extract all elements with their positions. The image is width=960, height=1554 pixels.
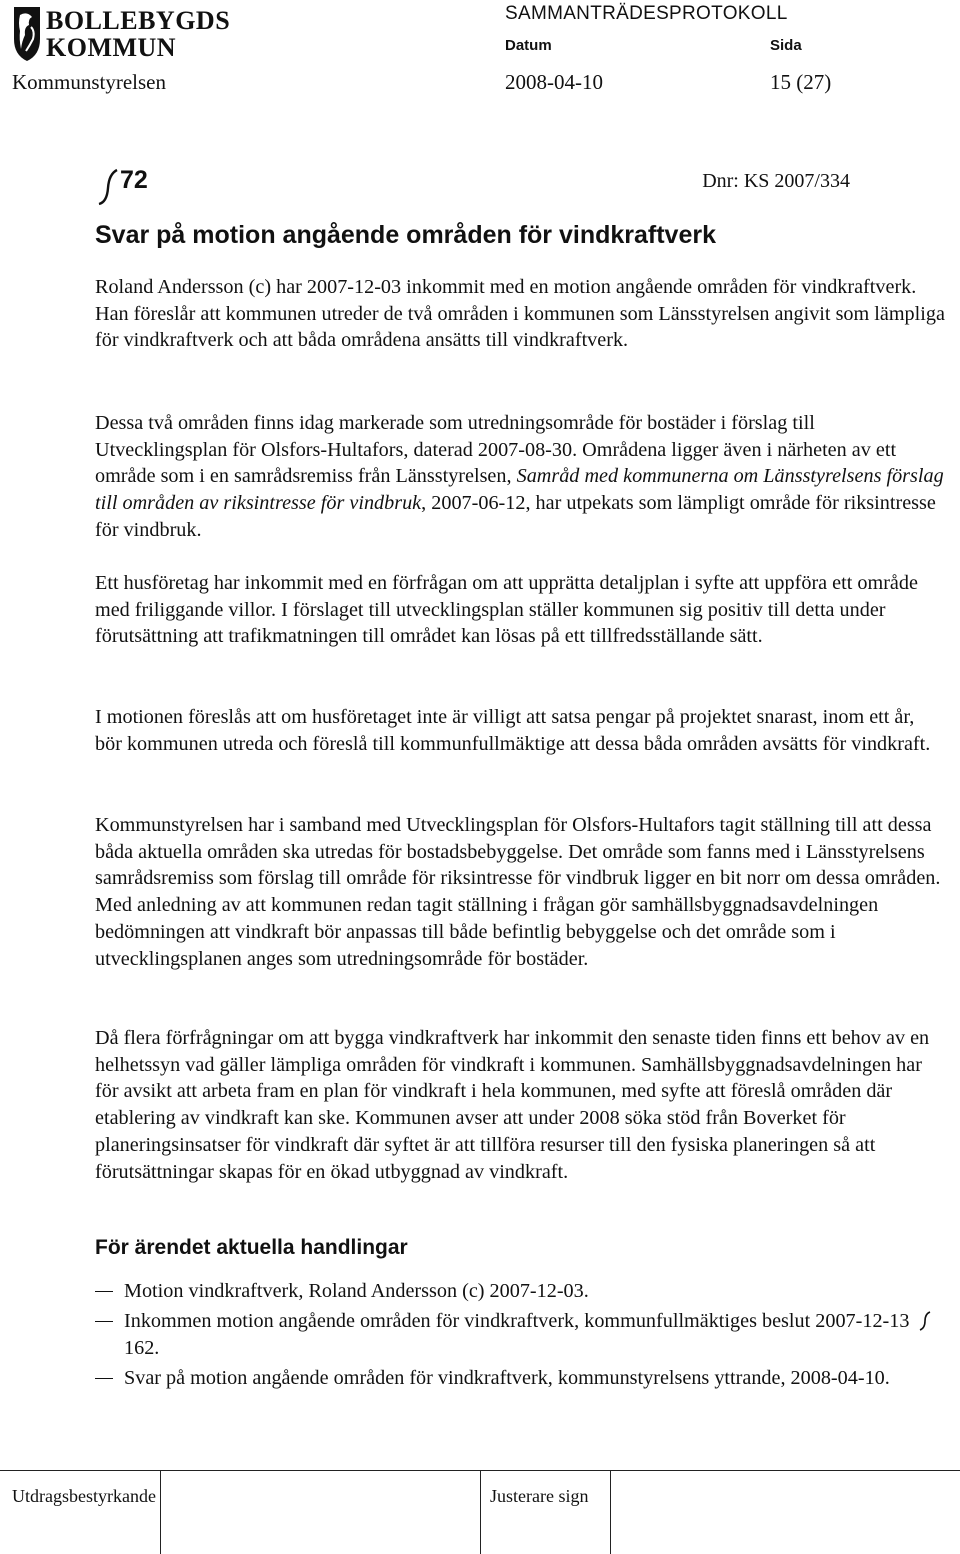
footer-column-divider (480, 1470, 481, 1554)
list-item-ref: 162. (124, 1337, 160, 1359)
paragraph-4-text: I motionen föreslås att om husföretaget inte är villigt att satsa pengar på projektet snarast, inom ett år, bör kommunen utreda och föreslå till kommunfullmäktige att dessa båda områden avsätts för vindkraft. (95, 706, 931, 755)
paragraph-6 (95, 1025, 945, 1185)
paragraph-2-text (95, 410, 945, 544)
dash-bullet-icon (95, 1291, 113, 1292)
municipality-logo (12, 5, 252, 67)
list-item-text: Inkommen motion angående områden för vindkraftverk, kommunfullmäktiges beslut 2007-12-13 (124, 1310, 910, 1332)
governing-body: Kommunstyrelsen (12, 70, 166, 94)
paragraph-sign-icon (917, 1310, 933, 1332)
footer-signature-box-divider (610, 1470, 611, 1554)
extract-certification-label: Utdragsbestyrkande (12, 1486, 156, 1506)
paragraph-2 (95, 410, 945, 544)
paragraph-1-text: Roland Andersson (c) har 2007-12-03 inkommit med en motion angående områden för vindkraftverk. Han föreslår att kommunen utreder de två områden i kommunen som Länsstyrelsen angivit som lämpliga för vindkraftverk och att båda områdena ansätts till vindkraftverk. (95, 276, 945, 352)
paragraph-5-text: Kommunstyrelsen har i samband med Utvecklingsplan för Olsfors-Hultafors tagit ställning till att dessa båda aktuella områden ska utredas för bostadsbebyggelse. Det område som fanns med i Länsstyrelsens samrådsremiss som förslag till område för riksintresse för vindbruk ligger en bit norr om dessa områden. Med anledning av att kommunen redan tagit ställning i frågan gör samhällsbyggnadsavdelningen bedömningen att vindkraft bör anpassas till både befintlig bebyggelse och det område som i utvecklingsplanen anges som utredningsområde för bostäder. (95, 814, 941, 970)
document-type: SAMMANTRÄDESPROTOKOLL (505, 3, 788, 24)
diary-number: Dnr: KS 2007/334 (702, 170, 850, 192)
paragraph-3-text: Ett husföretag har inkommit med en förfrågan om att upprätta detaljplan i syfte att uppföra ett område med friliggande villor. I förslaget till utvecklingsplan ställer kommunen sig positiv till detta under förutsättning att trafikmatningen till området kan lösas på ett tillfredsställande sätt. (95, 572, 918, 648)
list-item-text: Svar på motion angående områden för vindkraftverk, kommunstyrelsens yttrande, 2008-04-10. (124, 1367, 890, 1389)
section-number: 72 (120, 166, 148, 194)
adjuster-signature-label: Justerare sign (490, 1486, 589, 1506)
paragraph-3 (95, 570, 945, 650)
logo-text-line2: KOMMUN (46, 33, 177, 62)
paragraph-6-text: Då flera förfrågningar om att bygga vindkraftverk har inkommit den senaste tiden finns ett behov av en helhetssyn vad gäller lämpliga områden för vindkraft i kommunen. Samhällsbyggnadsavdelningen har för avsikt att arbeta fram en plan för vindkraft i hela kommunen, med syfte att föreslå områden där etablering av vindkraft kan ske. Kommunen avser att under 2008 söka stöd från Boverket för planeringsinsatser för vindkraft där syftet är att tillföra resurser till den fysiska planeringen så att förutsättningar skapas för en ökad utbyggnad av vindkraft. (95, 1027, 930, 1183)
datum-label: Datum (505, 37, 552, 54)
documents-heading: För ärendet aktuella handlingar (95, 1236, 408, 1259)
list-item (95, 1308, 945, 1362)
footer-signature-box-divider (160, 1470, 161, 1554)
paragraph-2-italic-title: Samråd med kommunerna om Länsstyrelsens förslag till områden av riksintresse för vindbruk (95, 465, 944, 515)
logo-text-line1: BOLLEBYGDS (46, 6, 231, 35)
coat-of-arms-icon (12, 5, 42, 63)
paragraph-5 (95, 812, 945, 972)
paragraph-1 (95, 274, 945, 354)
list-item (95, 1278, 945, 1305)
paragraph-4 (95, 704, 945, 757)
page-number: 15 (27) (770, 70, 832, 94)
list-item (95, 1365, 945, 1392)
dash-bullet-icon (95, 1321, 113, 1322)
documents-list (95, 1278, 945, 1395)
paragraph-2-part-a: Dessa två områden finns idag markerade som utredningsområde för bostäder i förslag till Utvecklingsplan för Olsfors-Hultafors, daterad 2007-08-30. Områdena ligger även i närheten av ett område som i en samrådsremiss från Länsstyrelsen, (95, 412, 897, 488)
sida-label: Sida (770, 37, 802, 54)
section-title: Svar på motion angående områden för vindkraftverk (95, 221, 716, 249)
meeting-date: 2008-04-10 (505, 70, 603, 94)
dash-bullet-icon (95, 1378, 113, 1379)
paragraph-2-part-b: , 2007-06-12, har utpekats som lämpligt område för riksintresse för vindbruk. (95, 492, 936, 541)
list-item-text: Motion vindkraftverk, Roland Andersson (c) 2007-12-03. (124, 1280, 589, 1302)
